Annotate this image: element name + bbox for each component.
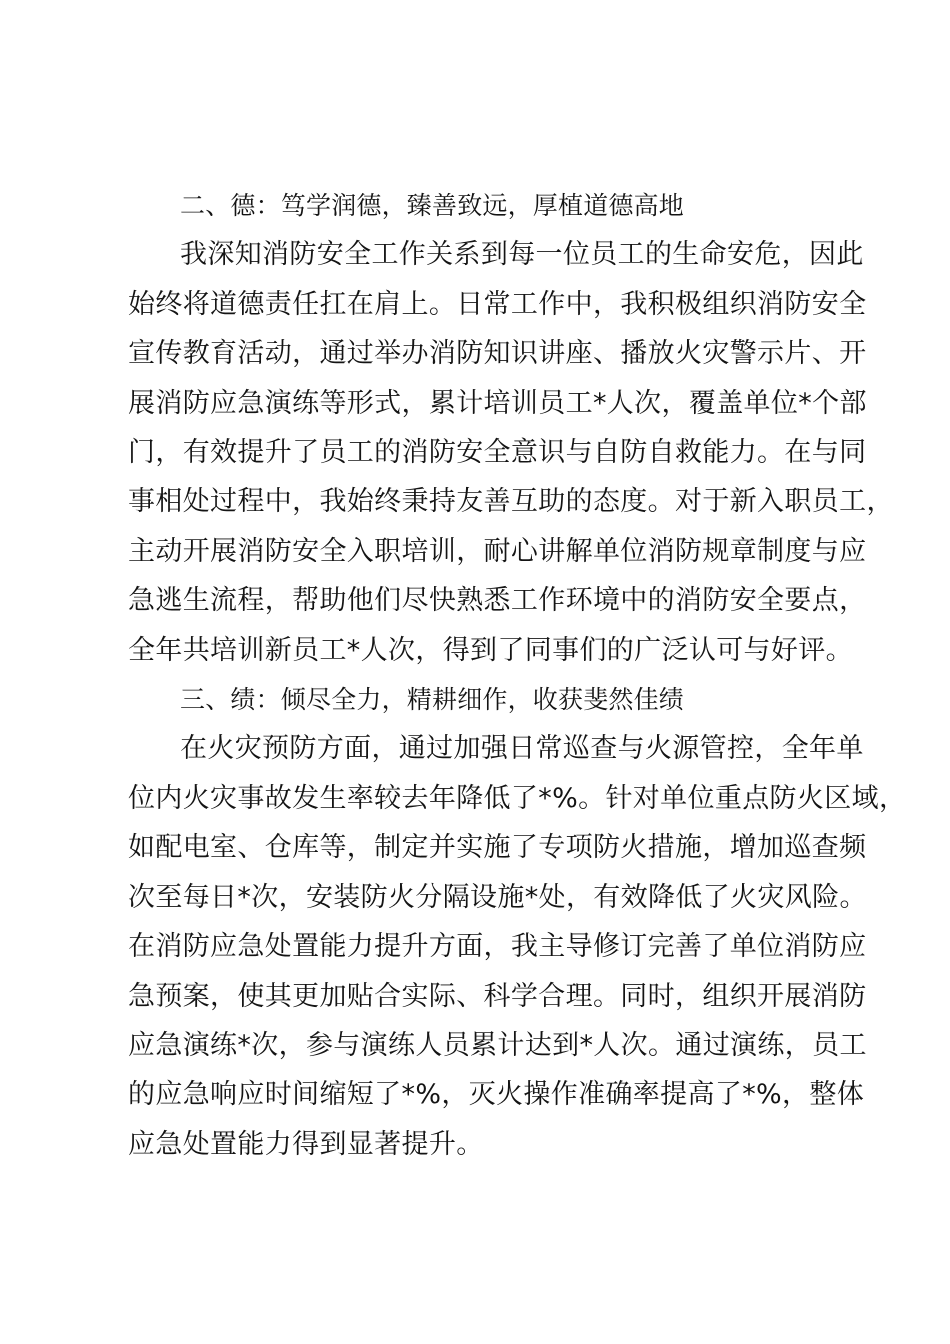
section-heading-ji: 三、绩：倾尽全力，精耕细作，收获斐然佳绩	[180, 685, 685, 715]
text-line: 事相处过程中，我始终秉持友善互助的态度。对于新入职员工，	[128, 486, 894, 518]
text-line: 展消防应急演练等形式，累计培训员工*人次，覆盖单位*个部	[128, 387, 867, 419]
text-line: 急逃生流程，帮助他们尽快熟悉工作环境中的消防安全要点，	[128, 585, 867, 617]
text-line: 主动开展消防安全入职培训，耐心讲解单位消防规章制度与应	[128, 535, 867, 567]
paragraph-morality	[128, 230, 894, 675]
text-line: 宣传教育活动，通过举办消防知识讲座、播放火灾警示片、开	[128, 338, 867, 370]
text-line: 急预案，使其更加贴合实际、科学合理。同时，组织开展消防	[128, 980, 867, 1012]
text-line: 我深知消防安全工作关系到每一位员工的生命安危，因此	[180, 239, 864, 271]
section-heading-de: 二、德：笃学润德，臻善致远，厚植道德高地	[180, 191, 685, 220]
text-line: 在消防应急处置能力提升方面，我主导修订完善了单位消防应	[128, 931, 867, 963]
text-line: 始终将道德责任扛在肩上。日常工作中，我积极组织消防安全	[128, 288, 867, 320]
text-line: 如配电室、仓库等，制定并实施了专项防火措施，增加巡查频	[128, 832, 867, 864]
text-line: 次至每日*次，安装防火分隔设施*处，有效降低了火灾风险。	[128, 881, 867, 913]
paragraph-performance	[128, 724, 907, 1169]
document-body	[128, 181, 907, 1169]
text-line: 在火灾预防方面，通过加强日常巡查与火源管控，全年单	[180, 733, 864, 765]
text-line: 门，有效提升了员工的消防安全意识与自防自救能力。在与同	[128, 437, 867, 469]
text-line: 应急演练*次，参与演练人员累计达到*人次。通过演练，员工	[128, 1029, 867, 1061]
text-line: 应急处置能力得到显著提升。	[128, 1128, 484, 1160]
text-line: 全年共培训新员工*人次，得到了同事们的广泛认可与好评。	[128, 634, 853, 666]
text-line: 的应急响应时间缩短了*%，灭火操作准确率提高了*%，整体	[128, 1079, 865, 1111]
text-line: 位内火灾事故发生率较去年降低了*%。针对单位重点防火区域，	[128, 782, 907, 814]
